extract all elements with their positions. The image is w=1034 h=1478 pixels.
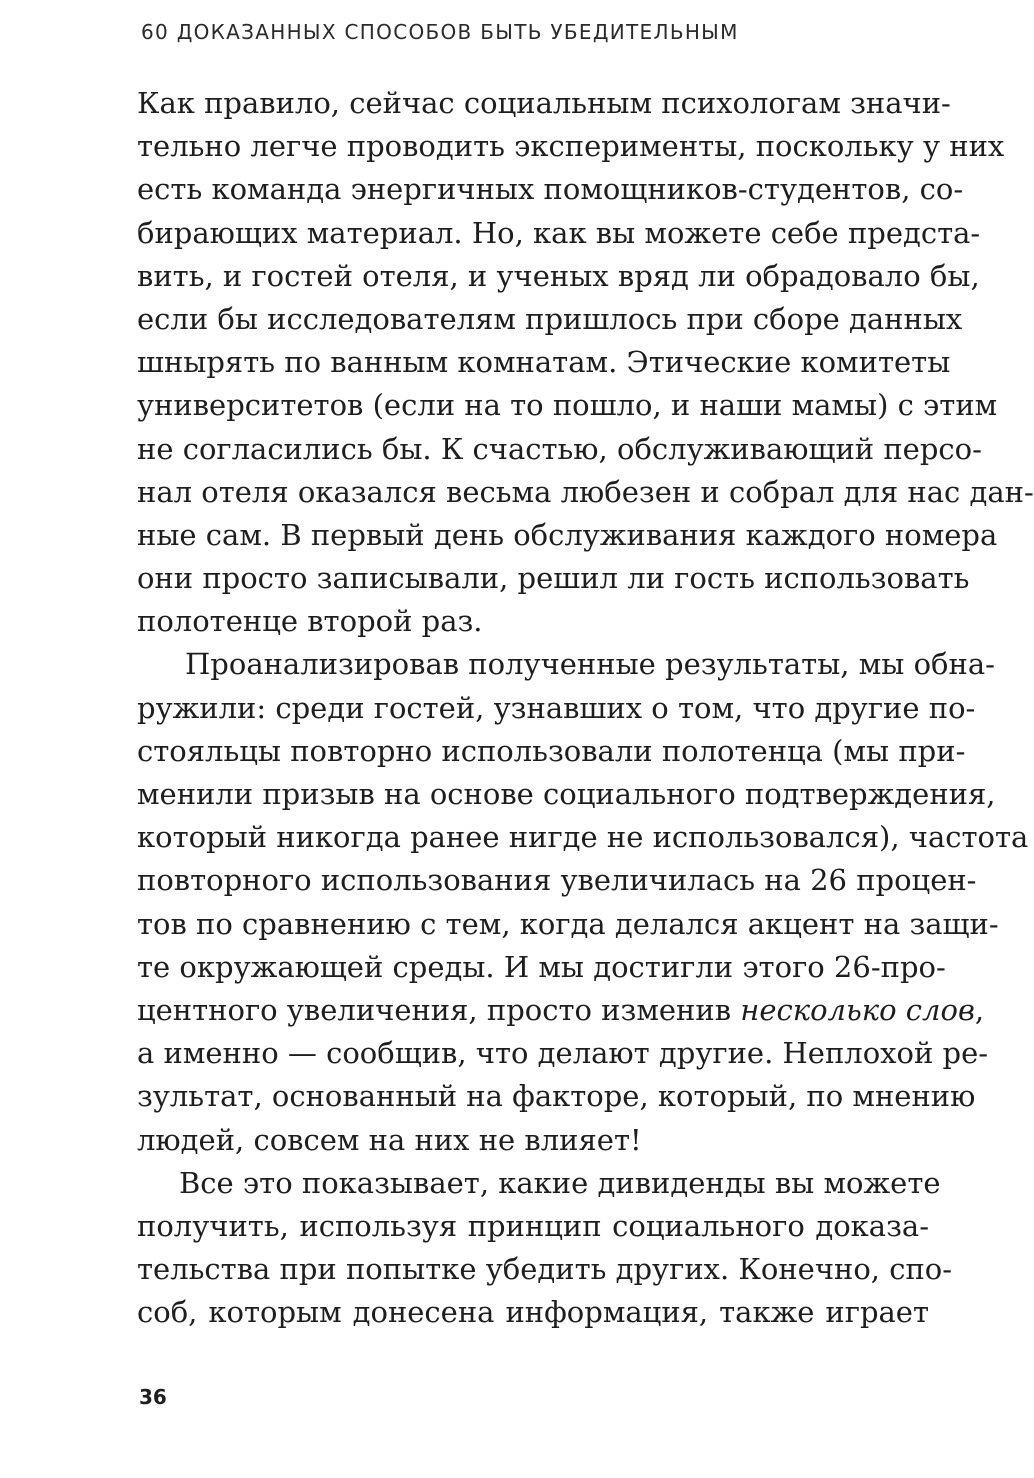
page-number: 36 <box>139 1385 167 1409</box>
body-text <box>137 82 1034 1334</box>
text-line: соб, которым донесена информация, также играет <box>137 1295 929 1330</box>
text-line: есть команда энергичных помощников-студентов, со- <box>137 172 964 207</box>
text-line: тельно легче проводить эксперименты, поскольку у них <box>137 129 1005 164</box>
text-line: получить, используя принцип социального доказа- <box>137 1208 929 1243</box>
text-line: те окружающей среды. И мы достигли этого 26-про- <box>137 949 946 984</box>
text-segment: , <box>974 992 985 1027</box>
emphasized-text: несколько слов <box>740 992 975 1027</box>
text-line: они просто записывали, решил ли гость использовать <box>137 561 970 596</box>
text-line: тельства при попытке убедить других. Конечно, спо- <box>137 1252 953 1287</box>
running-head: 60 ДОКАЗАННЫХ СПОСОБОВ БЫТЬ УБЕДИТЕЛЬНЫМ <box>141 20 739 44</box>
paragraph-2 <box>137 643 1029 1161</box>
text-line: стояльцы повторно использовали полотенца (мы при- <box>137 733 966 768</box>
text-line: вить, и гостей отеля, и ученых вряд ли обрадовало бы, <box>137 258 980 293</box>
text-line: ные сам. В первый день обслуживания каждого номера <box>137 517 998 552</box>
text-line-with-emphasis <box>137 989 985 1032</box>
text-line: университетов (если на то пошло, и наши мамы) с этим <box>137 388 998 423</box>
text-line: а именно — сообщив, что делают другие. Неплохой ре- <box>137 1036 989 1071</box>
text-line: тов по сравнению с тем, когда делался акцент на защи- <box>137 906 999 941</box>
text-line: ружили: среди гостей, узнавших о том, что другие по- <box>137 690 976 725</box>
text-line: повторного использования увеличилась на 26 процен- <box>137 863 977 898</box>
text-line: менили призыв на основе социального подтверждения, <box>137 777 996 811</box>
text-line: нал отеля оказался весьма любезен и собрал для нас дан- <box>137 474 1034 509</box>
paragraph-3 <box>137 1162 953 1335</box>
text-line: зультат, основанный на факторе, который, по мнению <box>137 1079 976 1114</box>
text-line: людей, совсем на них не влияет! <box>137 1122 642 1157</box>
text-line: Проанализировав полученные результаты, мы обна- <box>185 647 995 682</box>
text-line: бирающих материал. Но, как вы можете себе предста- <box>137 215 981 250</box>
text-line: Все это показывает, какие дивиденды вы можете <box>179 1165 941 1200</box>
text-segment: центного увеличения, просто изменив <box>137 992 741 1027</box>
paragraph-1 <box>137 82 1034 643</box>
text-line: если бы исследователям пришлось при сборе данных <box>137 301 963 336</box>
text-line: не согласились бы. К счастью, обслуживающий персо- <box>137 431 982 466</box>
text-line: полотенце второй раз. <box>137 604 483 639</box>
text-line: шнырять по ванным комнатам. Этические комитеты <box>137 345 951 380</box>
text-line: который никогда ранее нигде не использовался), частота <box>137 820 1029 855</box>
text-line: Как правило, сейчас социальным психологам значи- <box>137 86 951 120</box>
